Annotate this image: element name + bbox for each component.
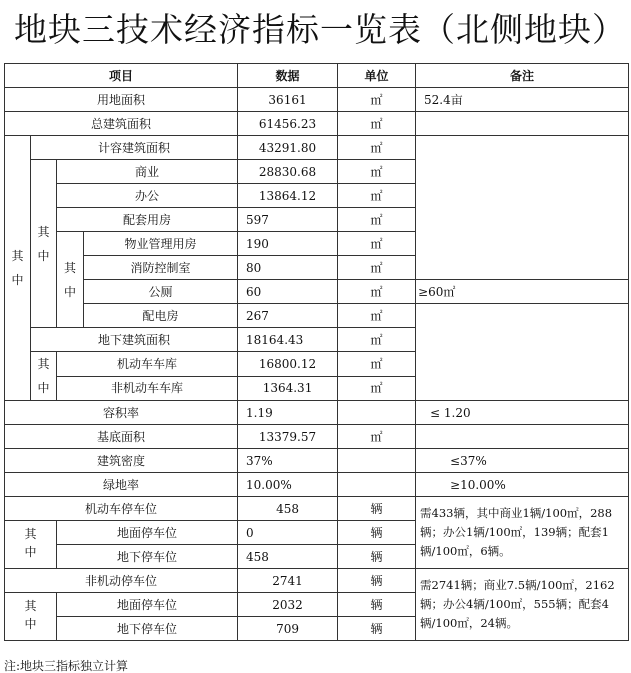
row-label: 非机动停车位	[5, 569, 238, 593]
header-row	[5, 64, 629, 88]
row-label: 容积率	[5, 401, 238, 425]
table-row	[5, 449, 629, 473]
row-unit: ㎡	[338, 112, 416, 136]
row-note	[416, 136, 629, 280]
row-label: 机动车车库	[57, 352, 238, 377]
row-value: 190	[238, 232, 338, 256]
row-label: 计容建筑面积	[31, 136, 238, 160]
row-label: 消防控制室	[84, 256, 238, 280]
row-note	[416, 112, 629, 136]
table-row	[5, 88, 629, 112]
row-value: 18164.43	[238, 328, 338, 352]
row-label: 地下停车位	[57, 545, 238, 569]
row-value: 1.19	[238, 401, 338, 425]
row-value: 267	[238, 304, 338, 328]
row-note: ≤ 1.20	[416, 401, 629, 425]
row-note: ≥10.00%	[416, 473, 629, 497]
row-unit: ㎡	[338, 88, 416, 112]
row-value: 2032	[238, 593, 338, 617]
row-unit	[338, 473, 416, 497]
group-label-qizhong	[5, 521, 57, 569]
row-label: 建筑密度	[5, 449, 238, 473]
row-value: 28830.68	[238, 160, 338, 184]
row-label: 总建筑面积	[5, 112, 238, 136]
row-value: 13864.12	[238, 184, 338, 208]
table-row	[5, 497, 629, 521]
row-unit: ㎡	[338, 184, 416, 208]
row-value: 10.00%	[238, 473, 338, 497]
group-label-qizhong	[31, 352, 57, 401]
row-unit: ㎡	[338, 256, 416, 280]
row-value: 16800.12	[238, 352, 338, 377]
row-unit: ㎡	[338, 136, 416, 160]
row-value: 597	[238, 208, 338, 232]
row-value: 13379.57	[238, 425, 338, 449]
row-unit: ㎡	[338, 232, 416, 256]
row-unit: ㎡	[338, 328, 416, 352]
qizhong-text: 其中	[37, 224, 50, 263]
row-note: ≤37%	[416, 449, 629, 473]
row-unit: 辆	[338, 545, 416, 569]
row-unit: ㎡	[338, 160, 416, 184]
header-item: 项目	[5, 64, 238, 88]
row-value: 458	[238, 545, 338, 569]
row-label: 地下停车位	[57, 617, 238, 641]
row-label: 绿地率	[5, 473, 238, 497]
row-unit: 辆	[338, 593, 416, 617]
row-label: 配电房	[84, 304, 238, 328]
row-unit: 辆	[338, 497, 416, 521]
row-value: 43291.80	[238, 136, 338, 160]
row-label: 配套用房	[57, 208, 238, 232]
row-note: ≥60㎡	[416, 280, 629, 304]
row-unit: ㎡	[338, 376, 416, 401]
row-label: 物业管理用房	[84, 232, 238, 256]
table-row	[5, 473, 629, 497]
row-unit: ㎡	[338, 304, 416, 328]
header-unit: 单位	[338, 64, 416, 88]
row-value: 1364.31	[238, 376, 338, 401]
row-unit	[338, 449, 416, 473]
row-label: 地下建筑面积	[31, 328, 238, 352]
table-row	[5, 425, 629, 449]
table-row	[5, 136, 629, 160]
row-note	[416, 304, 629, 401]
row-label: 用地面积	[5, 88, 238, 112]
row-unit: 辆	[338, 617, 416, 641]
page-title: 地块三技术经济指标一览表（北侧地块）	[14, 10, 626, 49]
row-value: 709	[238, 617, 338, 641]
row-note: 需433辆，其中商业1辆/100㎡，288辆；办公1辆/100㎡，139辆；配套1辆/100㎡，6辆。	[416, 497, 629, 569]
row-unit: ㎡	[338, 352, 416, 377]
row-label: 机动车停车位	[5, 497, 238, 521]
qizhong-text: 其中	[37, 357, 50, 395]
row-value: 60	[238, 280, 338, 304]
row-unit: ㎡	[338, 280, 416, 304]
row-value: 2741	[238, 569, 338, 593]
indicator-table	[4, 63, 629, 641]
qizhong-text: 其中	[24, 599, 37, 631]
row-note: 52.4亩	[416, 88, 629, 112]
group-label-qizhong	[31, 160, 57, 328]
table-row	[5, 280, 629, 304]
row-note: 需2741辆；商业7.5辆/100㎡，2162辆；办公4辆/100㎡，555辆；配套4辆/100㎡，24辆。	[416, 569, 629, 641]
row-unit	[338, 401, 416, 425]
qizhong-text: 其中	[11, 249, 24, 287]
qizhong-text: 其中	[24, 527, 37, 559]
row-label: 非机动车车库	[57, 376, 238, 401]
table-row	[5, 401, 629, 425]
row-unit: ㎡	[338, 425, 416, 449]
row-label: 公厕	[84, 280, 238, 304]
row-value: 36161	[238, 88, 338, 112]
group-label-qizhong	[5, 593, 57, 641]
row-note	[416, 425, 629, 449]
row-label: 办公	[57, 184, 238, 208]
table-row	[5, 112, 629, 136]
row-label: 基底面积	[5, 425, 238, 449]
row-label: 地面停车位	[57, 521, 238, 545]
row-unit: 辆	[338, 569, 416, 593]
row-value: 458	[238, 497, 338, 521]
row-label: 商业	[57, 160, 238, 184]
group-label-qizhong	[57, 232, 84, 328]
header-note: 备注	[416, 64, 629, 88]
table-row	[5, 304, 629, 328]
row-value: 37%	[238, 449, 338, 473]
row-unit: 辆	[338, 521, 416, 545]
row-value: 80	[238, 256, 338, 280]
group-label-qizhong	[5, 136, 31, 401]
footnote: 注:地块三指标独立计算	[4, 659, 129, 673]
qizhong-text: 其中	[63, 260, 76, 299]
header-data: 数据	[238, 64, 338, 88]
row-value: 0	[238, 521, 338, 545]
row-label: 地面停车位	[57, 593, 238, 617]
row-value: 61456.23	[238, 112, 338, 136]
row-unit: ㎡	[338, 208, 416, 232]
table-row	[5, 569, 629, 593]
